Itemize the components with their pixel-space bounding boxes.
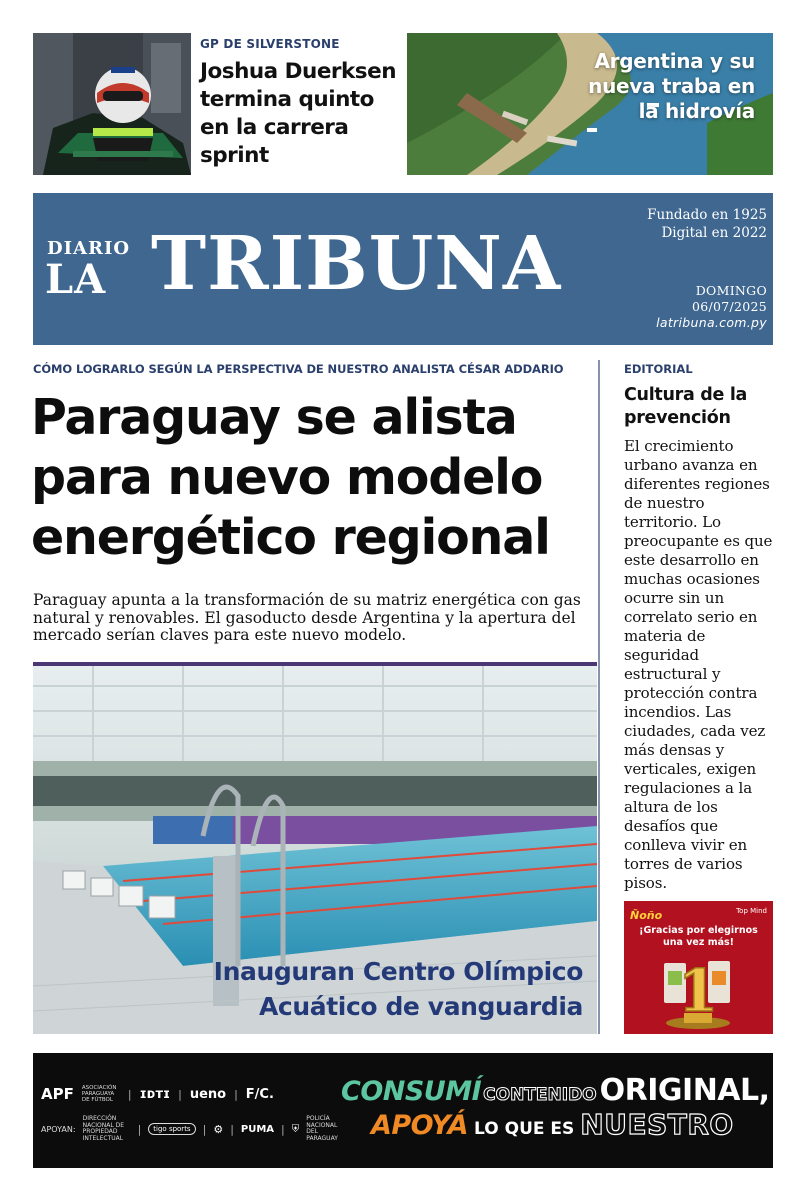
- site-link[interactable]: latribuna.com.py: [656, 315, 767, 330]
- separator: |: [230, 1122, 234, 1136]
- slogan-apoya: APOYÁ: [371, 1110, 469, 1141]
- aquatic-center-photo[interactable]: [33, 662, 597, 1034]
- masthead-dateline: [656, 283, 767, 331]
- fc-logo: F/C.: [245, 1086, 274, 1102]
- apoyan-label: APOYAN:: [41, 1124, 76, 1134]
- ad-brand: Ñoño: [630, 909, 663, 922]
- slogan-line-2: [341, 1108, 771, 1141]
- slogan-contenido: CONTENIDO: [483, 1085, 597, 1105]
- masthead-la: LA: [45, 256, 107, 303]
- date-text: 06/07/2025: [691, 299, 767, 314]
- apf-caption: ASOCIACIÓN PARAGUAYA DE FÚTBOL: [81, 1085, 117, 1103]
- campaign-slogan: [341, 1073, 771, 1141]
- dinapi-logo: DIRECCIÓN NACIONAL DE PROPIEDAD INTELECTUAL: [82, 1115, 125, 1142]
- slogan-line-1: [341, 1073, 771, 1108]
- slogan-consumi: CONSUMÍ: [341, 1076, 482, 1107]
- founded-text: Fundado en 1925: [647, 207, 767, 223]
- main-summary: Paraguay apunta a la transformación de su matriz energética con gas natural y renovables. El gasoducto desde Argentina y la apertura del mercado serían claves para este nuevo modelo.: [33, 591, 581, 644]
- puma-logo: PUMA: [240, 1123, 275, 1135]
- masthead-founding: [647, 206, 767, 242]
- supporters-row: [41, 1116, 340, 1142]
- advertisement[interactable]: [624, 901, 773, 1034]
- trophy-icon: [624, 901, 773, 1034]
- editorial-body: El crecimiento urbano avanza en diferentes regiones de nuestro territorio. Lo preocupante es que este desarrollo en muchas ocasiones ocurre sin un correlato serio en materia de seguridad estructural y protección contra incendios. Las ciudades, cada vez más densas y verticales, exigen regulaciones a la altura de los desafíos que conlleva vivir en torres de varios pisos.: [624, 437, 773, 892]
- separator: |: [202, 1122, 207, 1136]
- separator: |: [281, 1122, 285, 1136]
- digital-text: Digital en 2022: [661, 225, 767, 241]
- editorial-title[interactable]: Cultura de la prevención: [624, 385, 748, 428]
- separator: |: [234, 1087, 238, 1101]
- policia-logo: POLICÍA NACIONAL DEL PARAGUAY: [306, 1115, 338, 1142]
- slogan-lo-que-es: LO QUE ES: [474, 1119, 575, 1139]
- idti-logo: ɪᴅᴛɪ: [139, 1086, 171, 1102]
- slogan-nuestro: NUESTRO: [580, 1108, 734, 1141]
- main-kicker: CÓMO LOGRARLO SEGÚN LA PERSPECTIVA DE NUESTRO ANALISTA CÉSAR ADDARIO: [33, 362, 564, 376]
- f1-headline[interactable]: Joshua Duerksen termina quinto en la carrera sprint: [200, 59, 396, 168]
- ad-brand-secondary: Top Mind: [736, 907, 767, 915]
- ad-number: 1: [677, 957, 719, 1025]
- editorial-kicker: EDITORIAL: [624, 362, 693, 376]
- aquatic-center-headline[interactable]: Inauguran Centro Olímpico Acuático de vanguardia: [213, 957, 583, 1021]
- masthead-diario: DIARIO: [47, 238, 131, 259]
- sponsors-row: [41, 1085, 274, 1103]
- separator: |: [127, 1087, 132, 1101]
- weekday-text: DOMINGO: [695, 283, 767, 298]
- slogan-original: ORIGINAL,: [599, 1073, 770, 1108]
- campaign-banner[interactable]: [33, 1053, 773, 1168]
- f1-driver-illustration: [33, 33, 191, 175]
- main-headline[interactable]: Paraguay se alista para nuevo modelo energético regional: [31, 389, 550, 566]
- apf-logo: APF: [41, 1085, 74, 1103]
- f1-teaser[interactable]: [200, 37, 400, 170]
- column-divider: [598, 360, 600, 1034]
- river-teaser[interactable]: [407, 33, 773, 175]
- river-headline[interactable]: Argentina y su nueva traba en la hidrovía: [588, 49, 755, 123]
- masthead-logo[interactable]: TRIBUNA: [151, 221, 562, 307]
- f1-kicker: GP DE SILVERSTONE: [200, 37, 340, 51]
- tigo-sports-logo: tigo sports: [148, 1123, 195, 1135]
- separator: |: [178, 1087, 182, 1101]
- masthead[interactable]: [33, 193, 773, 345]
- gear-icon: ⚙: [213, 1122, 224, 1136]
- ad-message: ¡Gracias por elegirnos una vez más!: [639, 925, 758, 948]
- f1-driver-photo[interactable]: [33, 33, 191, 175]
- separator: |: [137, 1122, 142, 1136]
- shield-icon: ⛨: [291, 1123, 300, 1135]
- ueno-logo: ueno: [189, 1086, 227, 1102]
